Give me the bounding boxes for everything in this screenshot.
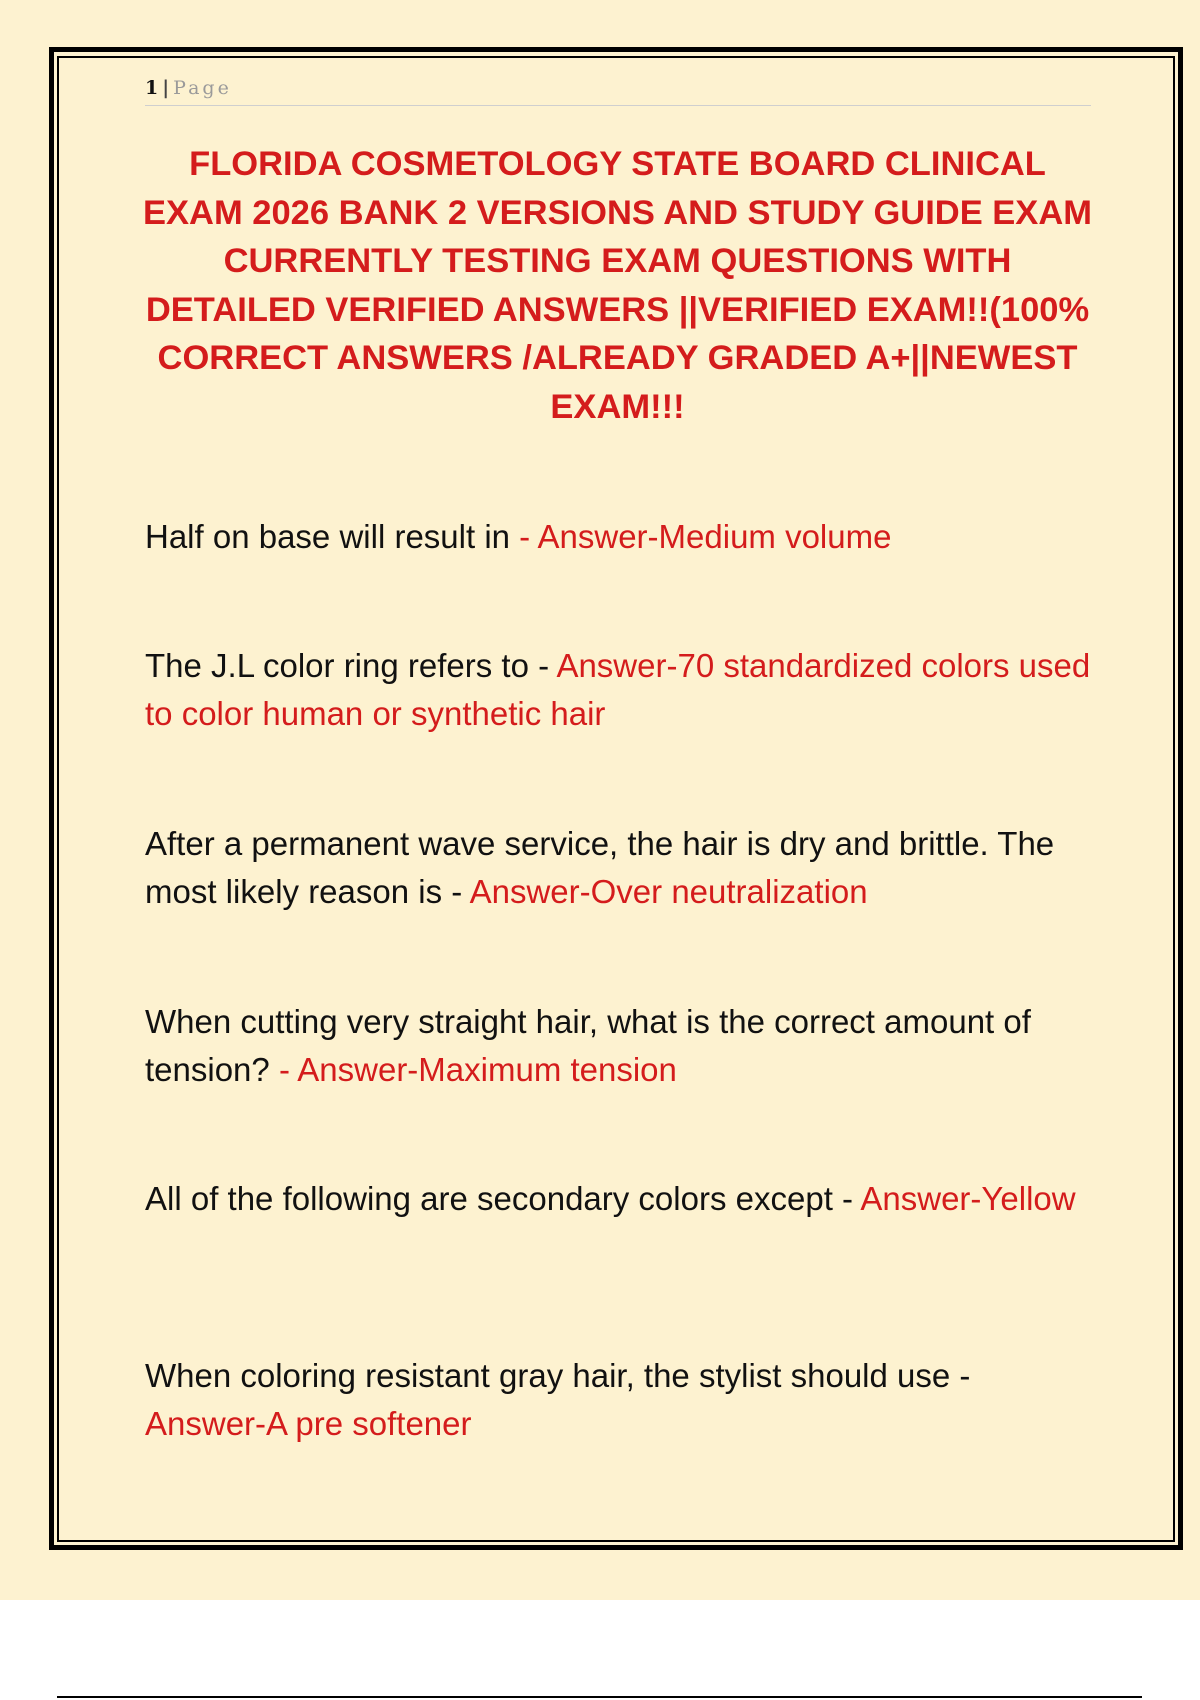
document-title: FLORIDA COSMETOLOGY STATE BOARD CLINICAL EXAM 2026 BANK 2 VERSIONS AND STUDY GUIDE EXAM CURRENTLY TESTING EXAM QUESTIONS WITH DETAILED VERIFIED ANSWERS ||VERIFIED EXAM!!(100% CORRECT ANSWERS /ALREADY GRADED A+||NEWEST EXAM!!! <box>143 145 1092 426</box>
question-text: When cutting very straight hair, what is the correct amount of tension? <box>145 1003 1031 1088</box>
page-header <box>145 72 1091 106</box>
question-text: After a permanent wave service, the hair is dry and brittle. The most likely reason is - <box>145 825 1055 910</box>
question-text: Half on base will result in <box>145 518 520 555</box>
page-label: Page <box>173 77 232 99</box>
qa-item <box>145 642 1095 738</box>
qa-item <box>145 513 1095 561</box>
question-text: When coloring resistant gray hair, the stylist should use - <box>145 1357 971 1394</box>
answer-text: Answer-Over neutralization <box>469 873 868 910</box>
next-page-divider <box>57 1696 1142 1698</box>
qa-item <box>145 1175 1095 1223</box>
question-text: All of the following are secondary colors except - <box>145 1180 861 1217</box>
answer-text: Answer-70 standardized colors used to color human or synthetic hair <box>145 647 1091 732</box>
answer-text: - Answer-Maximum tension <box>278 1051 677 1088</box>
question-text: The J.L color ring refers to - <box>145 647 557 684</box>
answer-text: Answer-Yellow <box>860 1180 1076 1217</box>
qa-item <box>145 998 1095 1094</box>
answer-text: - Answer-Medium volume <box>519 518 892 555</box>
answer-text: Answer-A pre softener <box>145 1405 472 1442</box>
page-separator: | <box>162 77 171 99</box>
page-number: 1 <box>145 77 160 99</box>
qa-item <box>145 820 1095 916</box>
qa-item <box>145 1352 1095 1448</box>
